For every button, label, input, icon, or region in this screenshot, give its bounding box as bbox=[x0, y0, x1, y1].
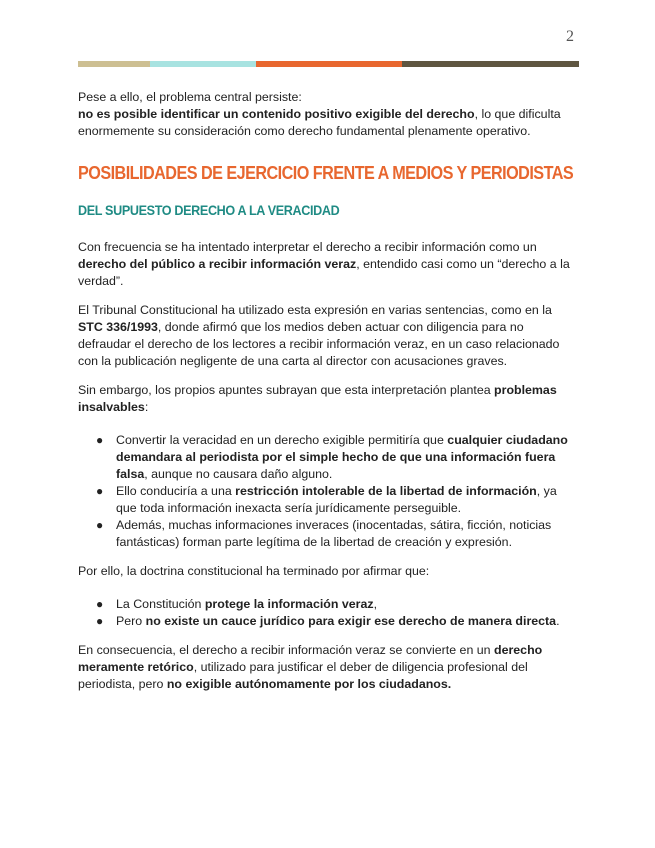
list-item bbox=[78, 613, 573, 630]
intro-bold: no es posible identificar un contenido positivo exigible del derecho bbox=[78, 107, 475, 121]
paragraph-2 bbox=[78, 302, 573, 370]
list-item bbox=[78, 432, 573, 483]
list-item bbox=[78, 517, 573, 551]
page-number: 2 bbox=[566, 28, 574, 45]
text: , aunque no causara daño alguno. bbox=[144, 467, 333, 481]
subsection-heading: DEL SUPUESTO DERECHO A LA VERACIDAD bbox=[78, 202, 340, 218]
text: Además, muchas informaciones inveraces (inocentadas, sátira, ficción, noticias fantásticas) forman parte legítima de la libertad de creación y expresión. bbox=[116, 518, 552, 549]
intro-rest: , lo que dificulta enormemente su consideración como derecho fundamental plenamente operativo. bbox=[78, 107, 561, 138]
text: Ello conduciría a una bbox=[116, 484, 236, 498]
bullet-icon: ● bbox=[96, 597, 104, 611]
text: , bbox=[373, 597, 378, 611]
text: En consecuencia, el derecho a recibir información veraz se convierte en un bbox=[78, 643, 494, 657]
bullet-icon: ● bbox=[96, 614, 104, 628]
text: . bbox=[556, 614, 560, 628]
text: Sin embargo, los propios apuntes subrayan que esta interpretación plantea bbox=[78, 383, 495, 397]
bold-text: problemas insalvables bbox=[78, 383, 557, 414]
text: La Constitución bbox=[116, 597, 205, 611]
bold-text: restricción intolerable de la libertad de información bbox=[235, 484, 537, 498]
section-heading: POSIBILIDADES DE EJERCICIO FRENTE A MEDIOS Y PERIODISTAS bbox=[78, 163, 574, 183]
text: , entendido casi como un “derecho a la verdad”. bbox=[78, 257, 570, 288]
text: , utilizado para justificar el deber de diligencia profesional del periodista, pero bbox=[78, 660, 528, 691]
bullet-list-2 bbox=[78, 596, 573, 630]
text: Con frecuencia se ha intentado interpretar el derecho a recibir información como un bbox=[78, 240, 537, 254]
text: Pero bbox=[116, 614, 146, 628]
bold-text: protege la información veraz bbox=[204, 597, 374, 611]
decorative-color-bar bbox=[78, 61, 579, 67]
paragraph-3 bbox=[78, 382, 573, 416]
bold-text: derecho meramente retórico bbox=[78, 643, 543, 674]
text: , donde afirmó que los medios deben actuar con diligencia para no defraudar el derecho de los lectores a recibir información veraz, en un caso relacionado con la publicación negligente de una carta al director con acusaciones graves. bbox=[78, 320, 560, 368]
color-bar-segment bbox=[78, 61, 150, 67]
paragraph-5 bbox=[78, 642, 573, 693]
color-bar-segment bbox=[150, 61, 256, 67]
intro-paragraph bbox=[78, 89, 573, 140]
bold-text: derecho del público a recibir información veraz bbox=[78, 257, 357, 271]
paragraph-1 bbox=[78, 239, 573, 290]
bold-text: cualquier ciudadano demandara al periodista por el simple hecho de que una información fuera falsa bbox=[116, 433, 568, 481]
bullet-icon: ● bbox=[96, 433, 104, 447]
color-bar-segment bbox=[256, 61, 401, 67]
bold-text: no existe un cauce jurídico para exigir ese derecho de manera directa bbox=[145, 614, 557, 628]
text: , ya que toda información inexacta sería jurídicamente perseguible. bbox=[116, 484, 557, 515]
document-body bbox=[78, 89, 573, 693]
bullet-icon: ● bbox=[96, 484, 104, 498]
text: Convertir la veracidad en un derecho exigible permitiría que bbox=[116, 433, 448, 447]
intro-line: Pese a ello, el problema central persiste: bbox=[78, 90, 302, 104]
color-bar-segment bbox=[402, 61, 579, 67]
text: El Tribunal Constitucional ha utilizado esta expresión en varias sentencias, como en la bbox=[78, 303, 552, 317]
bullet-list-1 bbox=[78, 432, 573, 551]
text: : bbox=[144, 400, 149, 414]
list-item bbox=[78, 596, 573, 613]
bold-text: STC 336/1993 bbox=[78, 320, 158, 334]
paragraph-4: Por ello, la doctrina constitucional ha terminado por afirmar que: bbox=[78, 564, 430, 578]
bold-text: no exigible autónomamente por los ciudadanos. bbox=[166, 677, 452, 691]
bullet-icon: ● bbox=[96, 518, 104, 532]
list-item bbox=[78, 483, 573, 517]
